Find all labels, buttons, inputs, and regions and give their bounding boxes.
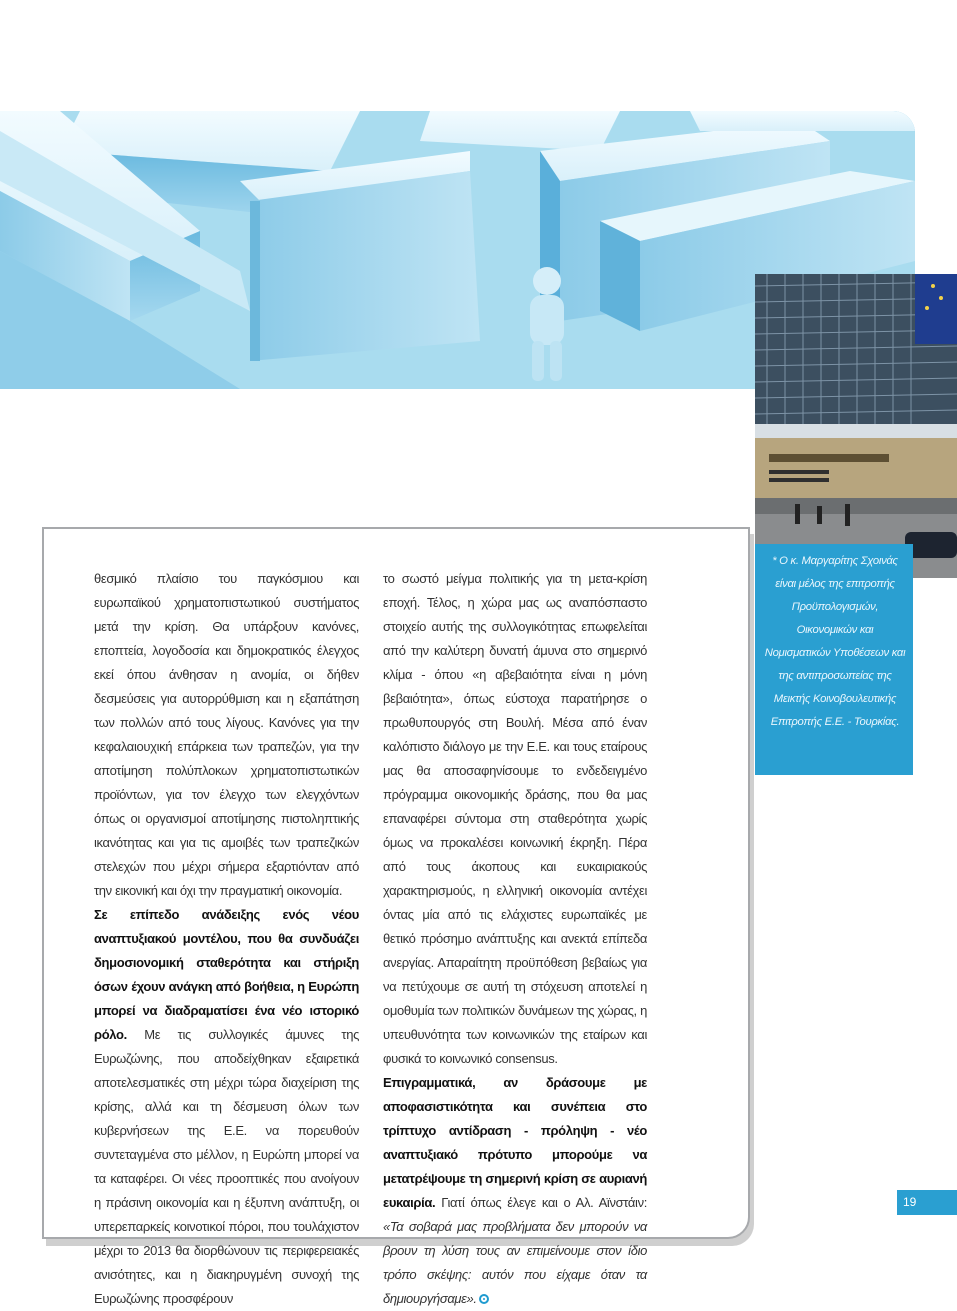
page-number-tab (897, 1190, 957, 1215)
col2-paragraph-2-text: Γιατί όπως έλεγε και ο Αλ. Αϊνστάιν: (435, 1195, 647, 1210)
col2-paragraph-1: το σωστό μείγμα πολιτικής για τη μετα-κρίση εποχή. Τέλος, η χώρα μας ως αναπόσπαστο στοιχείο αυτής της συλλογικότητας επωφελείται από την καλύτερη δυνατή άμυνα στο σημερινό κλίμα - όπου «η αβεβαιότητα είναι η μόνη βεβαιότητα», όπως εύστοχα παρατήρησε ο πρωθυπουργός στη Βουλή. Μέσα από έναν καλόπιστο διάλογο με την Ε.Ε. και τους εταίρους μας θα αποσαφηνίσουμε το ενδεδειγμένο πρόγραμμα οικονομικής δράσης, που θα μας επαναφέρει σύντομα στη σταθερότητα χωρίς όμως να προκαλέσει κοινωνική έκρηξη. Πέρα από τους άκοπους και ευκαιριακούς χαρακτηρισμούς, η ελληνική οικονομία αντέχει όντας μία από τις ελάχιστες ευρωπαϊκές με θετικό πρόσημο ανάπτυξης και ανεκτά επίπεδα ανεργίας. Απαραίτητη προϋπόθεση βεβαίως για να πετύχουμε σε αυτή τη στόχευση αποτελεί η ομοθυμία των πολιτικών δυνάμεων της χώρας, η υπευθυνότητα των κοινωνικών της εταίρων και φυσικά το κοινωνικό consensus. (383, 571, 647, 1066)
einstein-quote: «Τα σοβαρά μας προβλήματα δεν μπορούν να βρουν τη λύση τους αν επιμείνουμε στον ίδιο τρόπο σκέψης: αυτόν που είχαμε όταν τα δημιουργήσαμε». (383, 1219, 647, 1306)
article-column-1 (94, 567, 359, 1311)
page-number: 19 (903, 1195, 917, 1209)
building-photo (755, 274, 957, 578)
col2-paragraph-2-bold: Επιγραμματικά, αν δράσουμε με αποφασιστικότητα και συνέπεια στο τρίπτυχο αντίδραση - πρόληψη - νέο αναπτυξιακό πρότυπο μπορούμε να μετατρέψουμε τη σημερινή κρίση σε αυριανή ευκαιρία. (383, 1075, 647, 1210)
author-note-box (755, 544, 913, 775)
col1-paragraph-2-text: Με τις συλλογικές άμυνες της Ευρωζώνης, που αποδείχθηκαν εξαιρετικά αποτελεσματικές στη μέχρι τώρα διαχείριση της κρίσης, αλλά και τη δέσμευση όλων των κυβερνήσεων της Ε.Ε. να πορευθούν συντεταγμένα στο μέλλον, η Ευρώπη μπορεί να τα καταφέρει. Οι νέες προοπτικές που ανοίγουν η πράσινη οικονομία και η έξυπνη ανάπτυξη, οι υπερεπαρκείς κοινοτικοί πόροι, που τουλάχιστον μέχρι το 2013 θα διορθώνουν τις περιφερειακές ανισότητες, και η διακηρυγμένη συνοχή της Ευρωζώνης προσφέρουν (94, 1027, 359, 1306)
col1-paragraph-2-bold: Σε επίπεδο ανάδειξης ενός νέου αναπτυξιακού μοντέλου, που θα συνδυάζει δημοσιονομική σταθερότητα και στήριξη όσων έχουν ανάγκη από βοήθεια, η Ευρώπη μπορεί να διαδραματίσει ένα νέο ιστορικό ρόλο. (94, 907, 359, 1042)
col1-paragraph-1: θεσμικό πλαίσιο του παγκόσμιου και ευρωπαϊκού χρηματοπιστωτικού συστήματος μετά την κρίση. Θα υπάρξουν κανόνες, εποπτεία, λογοδοσία και δημοκρατικός έλεγχος εκεί όπου άνθησαν η ανομία, οι δήθεν δεσμεύσεις για αυτορρύθμιση και η εξαπάτηση των πολλών από τους λίγους. Κανόνες για την κεφαλαιουχική επάρκεια των τραπεζών, για την αποτίμηση πολύπλοκων χρηματοπιστωτικών προϊόντων, για τον έλεγχο των ελεγχόντων όπως οι οργανισμοί αποτίμησης πιστοληπτικής ικανότητας και για τις αμοιβές των τραπεζικών στελεχών που μέχρι σήμερα εξαρτιόνταν από την εικονική και όχι την πραγματική οικονομία. (94, 571, 359, 898)
col2-paragraph-2 (383, 1071, 647, 1311)
author-note-text: * Ο κ. Μαργαρίτης Σχοινάς είναι μέλος της επιτροπής Προϋπολογισμών, Οικονομικών και Νομισματικών Υποθέσεων και της αντιπροσωπείας της Μεικτής Κοινοβουλευτικής Επιτροπής Ε.Ε. - Τουρκίας. (764, 555, 906, 728)
col1-paragraph-2 (94, 903, 359, 1311)
end-of-article-icon (479, 1294, 489, 1304)
article-column-2 (383, 567, 647, 1311)
building-illustration (755, 274, 957, 578)
